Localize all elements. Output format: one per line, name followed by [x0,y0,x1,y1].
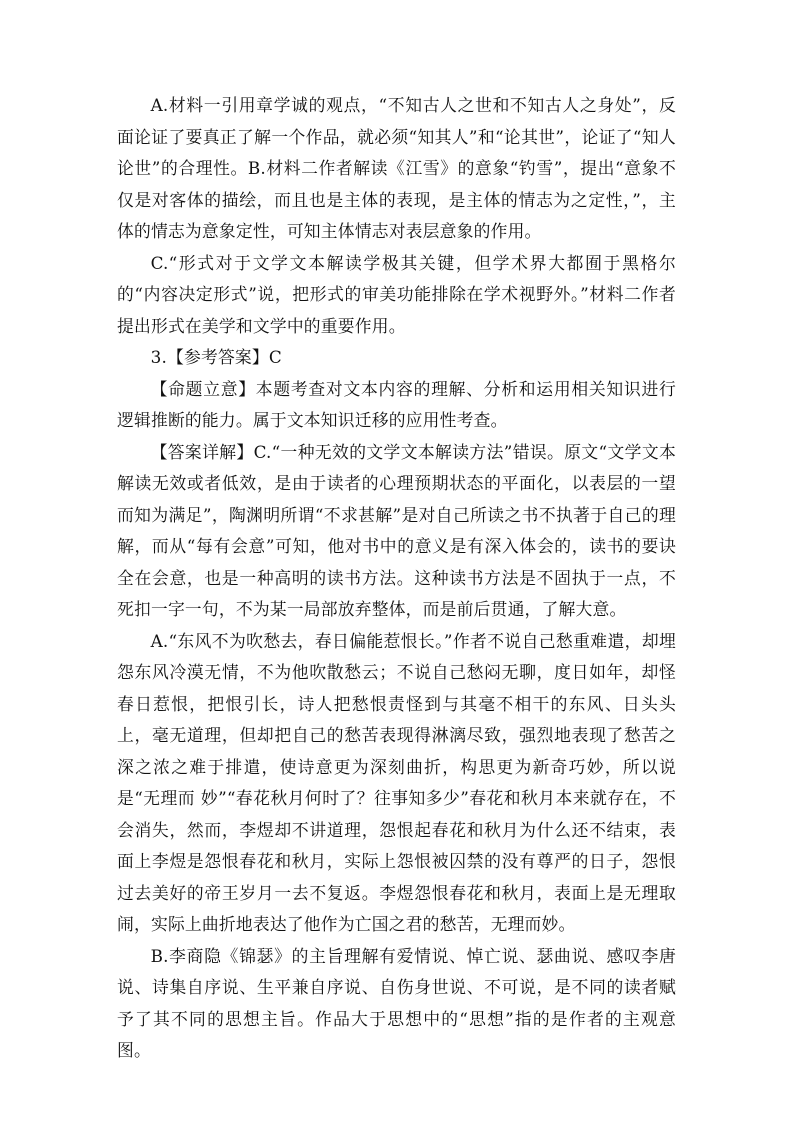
paragraph-option-b: B.李商隐《锦瑟》的主旨理解有爱情说、悼亡说、瑟曲说、感叹李唐说、诗集自序说、生平兼自序说、自伤身世说、不可说，是不同的读者赋予了其不同的思想主旨。作品大于思想中的“思想”指的是作者的主观意图。 [117,945,676,1060]
paragraph-material-analysis-c: C.“形式对于文学文本解读学极其关键，但学术界大都囿于黑格尔的“内容决定形式”说，把形式的审美功能排除在学术视野外。”材料二作者提出形式在美学和文学中的重要作用。 [117,252,676,336]
paragraph-option-a: A.“东风不为吹愁去，春日偏能惹恨长。”作者不说自己愁重难遣，却埋怨东风冷漠无情，不为他吹散愁云；不说自己愁闷无聊，度日如年，却怪春日惹恨，把恨引长，诗人把愁恨责怪到与其毫不相干的东风、日头头上，毫无道理，但却把自己的愁苦表现得淋漓尽致，强烈地表现了愁苦之深之浓之难于排遣，使诗意更为深刻曲折，构思更为新奇巧妙，所以说是“无理而 妙”“春花秋月何时了？往事知多少”春花和秋月本来就存在，不会消失，然而，李煜却不讲道理，怨恨起春花和秋月为什么还不结束，表面上李煜是怨恨春花和秋月，实际上怨恨被囚禁的没有尊严的日子，怨恨过去美好的帝王岁月一去不复返。李煜怨恨春花和秋月，表面上是无理取闹，实际上曲折地表达了他作为亡国之君的愁苦，无理而妙。 [117,630,676,934]
paragraph-intent: 【命题立意】本题考查对文本内容的理解、分析和运用相关知识进行逻辑推断的能力。属于文本知识迁移的应用性考查。 [117,378,676,430]
paragraph-answer-detail: 【答案详解】C.“一种无效的文学文本解读方法”错误。原文“文学文本解读无效或者低效，是由于读者的心理预期状态的平面化，以表层的一望而知为满足”，陶渊明所谓“不求甚解”是对自己所读之书不执著于自己的理解，而从“每有会意”可知，他对书中的意义是有深入体会的，读书的要诀全在会意，也是一种高明的读书方法。这种读书方法是不固执于一点，不死扣一字一句，不为某一局部放弃整体，而是前后贯通，了解大意。 [117,441,676,619]
answer-heading: 3.【参考答案】C [150,347,282,367]
paragraph-material-analysis-ab: A.材料一引用章学诚的观点，“不知古人之世和不知古人之身处”，反面论证了要真正了解一个作品，就必须“知其人”和“论其世”，论证了“知人论世”的合理性。B.材料二作者解读《江雪》的意象“钓雪”，提出“意象不仅是对客体的描绘，而且也是主体的表现，是主体的情志为之定性，”，主体的情志为意象定性，可知主体情志对表层意象的作用。 [117,95,676,241]
